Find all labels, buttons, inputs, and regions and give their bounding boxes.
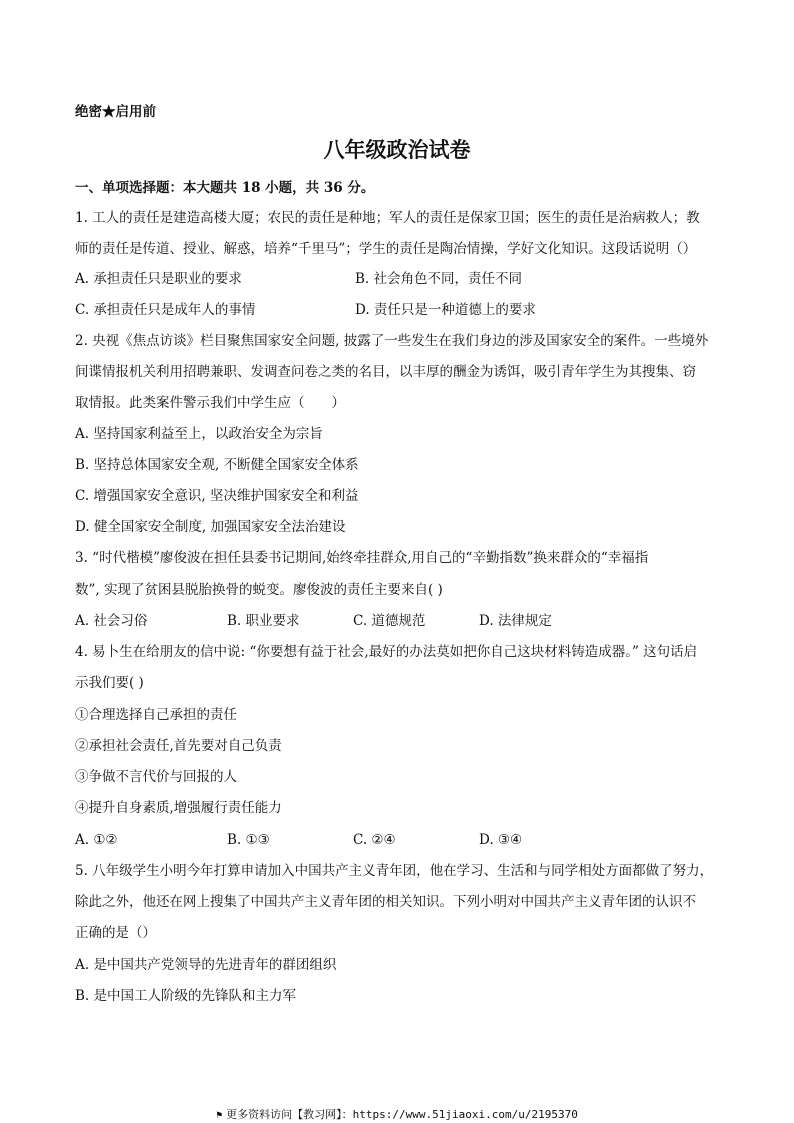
q2-stem-line1: 2. 央视《焦点访谈》栏目聚焦国家安全问题, 披露了一些发生在我们身边的涉及国家安全的案件。一些境外 [75,333,709,349]
q1-option-d: D. 责任只是一种道德上的要求 [355,302,536,318]
footer-link[interactable]: 更多资料访问【教习网】：https://www.51jiaoxi.com/u/2195370 [226,1108,578,1121]
q1-stem-line2: 师的责任是传道、授业、解惑，培养“千里马”；学生的责任是陶冶情操，学好文化知识。这段话说明（） [75,241,697,257]
q4-stem-line2: 示我们要( ) [75,675,144,691]
q4-item-1: ①合理选择自己承担的责任 [75,707,237,723]
q4-option-b: B. ①③ [227,832,270,848]
q2-option-c: C. 增强国家安全意识, 坚决维护国家安全和利益 [75,488,359,504]
q3-stem-line2: 数”, 实现了贫困县脱胎换骨的蜕变。廖俊波的责任主要来自( ) [75,582,443,598]
q4-option-c: C. ②④ [353,832,396,848]
q5-option-b: B. 是中国工人阶级的先锋队和主力军 [75,988,297,1004]
q3-option-d: D. 法律规定 [479,613,552,629]
q2-stem-line2: 间谍情报机关利用招聘兼职、发调查问卷之类的名目，以丰厚的酬金为诱饵，吸引青年学生为其搜集、窃 [75,364,696,380]
q1-stem-line1: 1. 工人的责任是建造高楼大厦；农民的责任是种地；军人的责任是保家卫国；医生的责任是治病救人；教 [75,210,700,226]
q4-item-4: ④提升自身素质,增强履行责任能力 [75,800,282,816]
q3-option-c: C. 道德规范 [353,613,426,629]
q4-item-2: ②承担社会责任,首先要对自己负责 [75,738,282,754]
footer [0,1106,794,1122]
section-heading: 一、单项选择题：本大题共 18 小题，共 36 分。 [75,180,375,196]
q4-stem-line1: 4. 易卜生在给朋友的信中说: “你要想有益于社会,最好的办法莫如把你自己这块材料铸造成器。” 这句话启 [75,644,698,660]
q5-stem-line1: 5. 八年级学生小明今年打算申请加入中国共产主义青年团，他在学习、生活和与同学相处方面都做了努力， [75,863,714,879]
q2-stem-line3: 取情报。此类案件警示我们中学生应（ ） [75,395,345,411]
q4-item-3: ③争做不言代价与回报的人 [75,769,237,785]
q1-option-a: A. 承担责任只是职业的要求 [75,271,242,287]
q3-option-b: B. 职业要求 [227,613,300,629]
q2-option-d: D. 健全国家安全制度, 加强国家安全法治建设 [75,519,346,535]
confidential-label: 绝密★启用前 [75,104,156,120]
q5-stem-line2: 除此之外，他还在网上搜集了中国共产主义青年团的相关知识。下列小明对中国共产主义青年团的认识不 [75,894,696,910]
q5-stem-line3: 正确的是（） [75,925,156,941]
q3-option-a: A. 社会习俗 [75,613,148,629]
q1-option-b: B. 社会角色不同，责任不同 [355,271,523,287]
q4-option-d: D. ③④ [479,832,523,848]
q2-option-b: B. 坚持总体国家安全观, 不断健全国家安全体系 [75,457,359,473]
q5-option-a: A. 是中国共产党领导的先进青年的群团组织 [75,957,337,973]
flag-icon: ⚑ [216,1110,223,1121]
page-title: 八年级政治试卷 [323,137,471,162]
q2-option-a: A. 坚持国家利益至上，以政治安全为宗旨 [75,426,323,442]
q4-option-a: A. ①② [75,832,118,848]
q3-stem-line1: 3. “时代楷模”廖俊波在担任县委书记期间,始终牵挂群众,用自己的“辛勤指数”换来群众的“幸福指 [75,550,649,566]
q1-option-c: C. 承担责任只是成年人的事情 [75,302,256,318]
